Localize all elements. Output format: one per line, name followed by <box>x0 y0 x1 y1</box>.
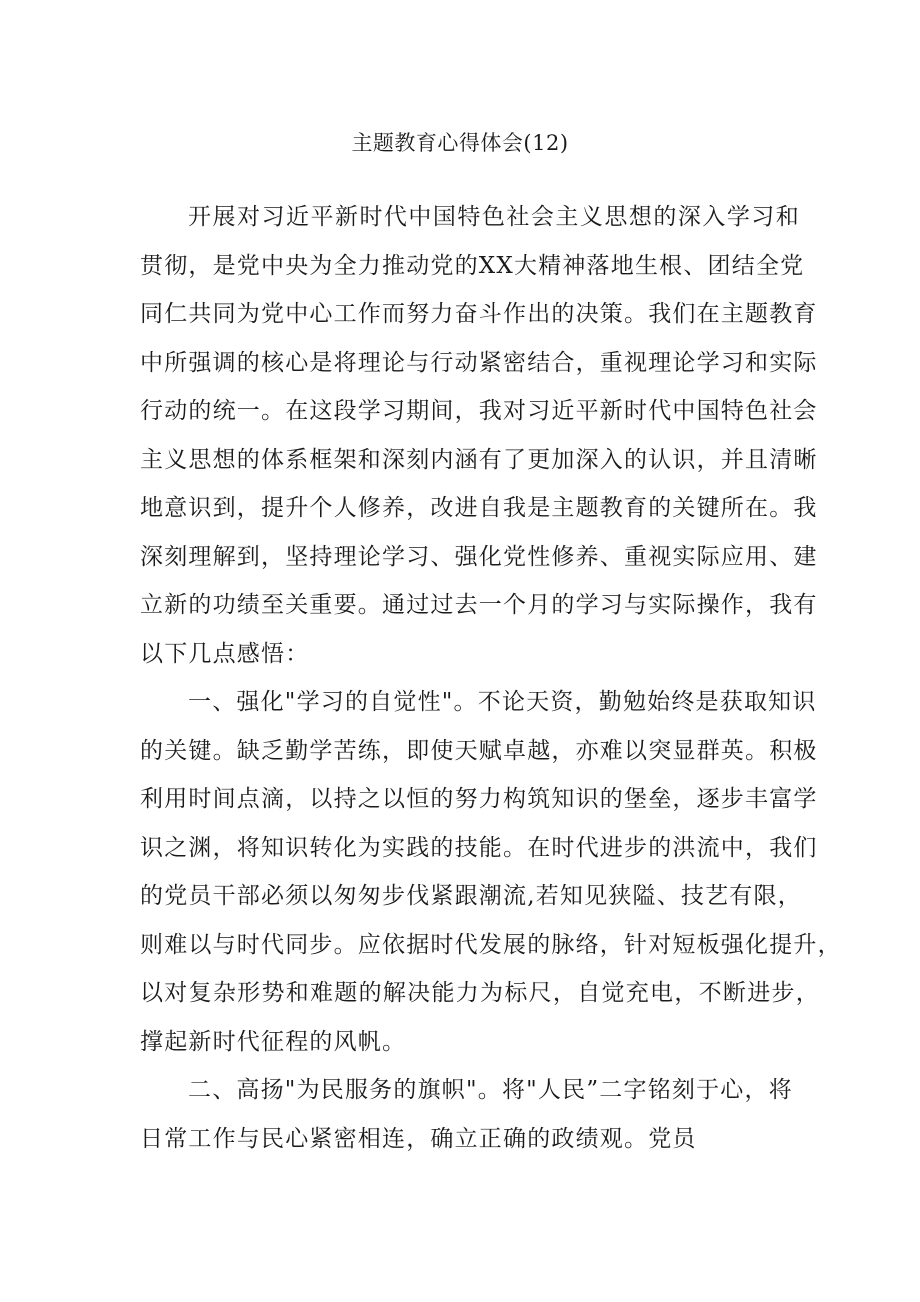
text-line: 的关键。缺乏勤学苦练，即使天赋卓越，亦难以突显群英。积极 <box>140 738 818 764</box>
text-line: 同仁共同为党中心工作而努力奋斗作出的决策。我们在主题教育 <box>140 301 818 327</box>
text-line: 撑起新时代征程的风帆。 <box>140 1029 407 1055</box>
text-line: 地意识到，提升个人修养，改进自我是主题教育的关键所在。我 <box>140 495 818 521</box>
text-line: 则难以与时代同步。应依据时代发展的脉络，针对短板强化提升， <box>140 932 842 958</box>
text-line: 利用时间点滴，以持之以恒的努力构筑知识的堡垒，逐步丰富学 <box>140 786 818 812</box>
text-line: 一、强化"学习的自觉性"。不论天资，勤勉始终是获取知识 <box>188 689 817 715</box>
text-line: 立新的功绩至关重要。通过过去一个月的学习与实际操作，我有 <box>140 592 818 618</box>
text-line: 以对复杂形势和难题的解决能力为标尺，自觉充电，不断进步， <box>140 980 820 1006</box>
text-line: 识之渊，将知识转化为实践的技能。在时代进步的洪流中，我们 <box>140 835 818 861</box>
text-line: 日常工作与民心紧密相连，确立正确的政绩观。党员 <box>140 1126 697 1152</box>
document-title: 主题教育心得体会(12) <box>351 131 569 155</box>
text-line: 深刻理解到，坚持理论学习、强化党性修养、重视实际应用、建 <box>140 544 818 570</box>
text-line: 中所强调的核心是将理论与行动紧密结合，重视理论学习和实际 <box>140 350 818 376</box>
text-line: 开展对习近平新时代中国特色社会主义思想的深入学习和 <box>188 204 800 230</box>
text-line: 以下几点感悟： <box>140 641 310 667</box>
text-line: 二、高扬"为民服务的旗帜"。将"人民”二字铭刻于心，将 <box>188 1077 793 1103</box>
text-line: 贯彻，是党中央为全力推动党的XX大精神落地生根、团结全党 <box>140 253 805 279</box>
text-line: 主义思想的体系框架和深刻内涵有了更加深入的认识，并且清晰 <box>140 447 818 473</box>
text-line: 行动的统一。在这段学习期间，我对习近平新时代中国特色社会 <box>140 398 818 424</box>
text-line: 的党员干部必须以匆匆步伐紧跟潮流,若知见狭隘、技艺有限， <box>140 883 802 909</box>
